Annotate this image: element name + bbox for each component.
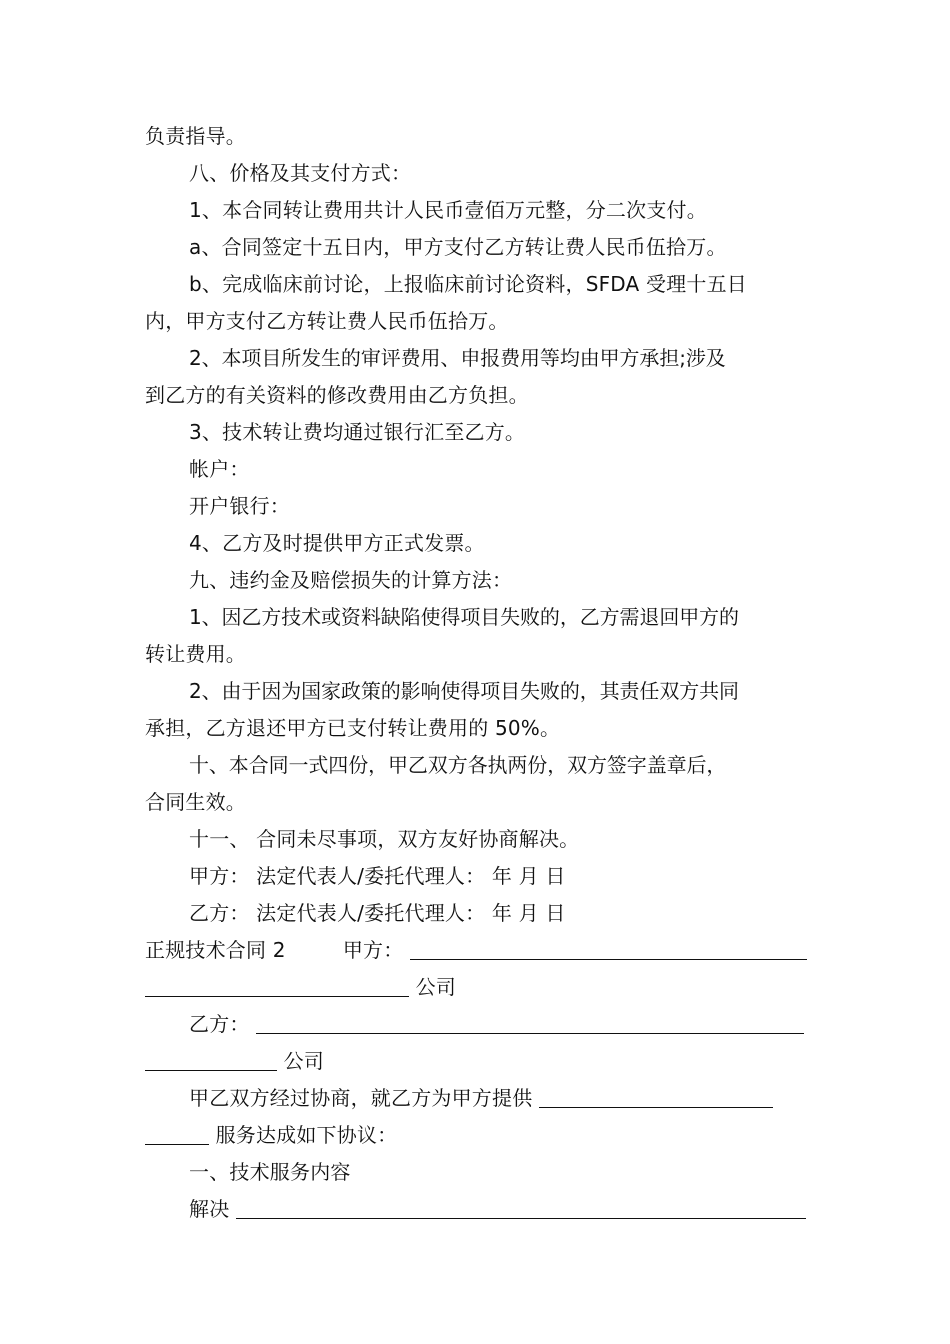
- resolve-blank: [236, 1191, 806, 1219]
- text-line: b、完成临床前讨论，上报临床前讨论资料，SFDA 受理十五日: [189, 272, 747, 296]
- document-page: [145, 118, 807, 1228]
- text-line: 帐户：: [189, 457, 250, 481]
- text-line: 承担，乙方退还甲方已支付转让费用的 50%。: [145, 716, 561, 740]
- service-blank-cont: [145, 1117, 209, 1145]
- text-line: 1、因乙方技术或资料缺陷使得项目失败的，乙方需退回甲方的: [189, 605, 739, 629]
- text-line: 转让费用。: [145, 642, 246, 666]
- party-b-blank: [256, 1006, 804, 1034]
- resolve-label: 解决: [189, 1197, 230, 1221]
- text-line: 十一、 合同未尽事项，双方友好协商解决。: [189, 827, 580, 851]
- party-b-company-line: [145, 1043, 807, 1080]
- text-line: 内，甲方支付乙方转让费人民币伍拾万。: [145, 309, 509, 333]
- text-line: 3、技术转让费均通过银行汇至乙方。: [189, 420, 526, 444]
- service-blank: [539, 1080, 773, 1108]
- contract-2-header: [145, 932, 807, 969]
- text-line: 十、本合同一式四份，甲乙双方各执两份，双方签字盖章后，: [189, 753, 727, 777]
- contract-2-title: 正规技术合同 2: [145, 938, 286, 962]
- party-a-company-line: [145, 969, 807, 1006]
- text-line: 2、由于因为国家政策的影响使得项目失败的，其责任双方共同: [189, 679, 739, 703]
- section-heading-service: 一、技术服务内容: [189, 1160, 351, 1184]
- section-heading-price: 八、价格及其支付方式：: [189, 161, 412, 185]
- agreement-text: 服务达成如下协议：: [215, 1123, 398, 1147]
- signature-line-party-b: 乙方： 法定代表人/委托代理人： 年 月 日: [189, 901, 566, 925]
- party-a-label: 甲方：: [342, 938, 404, 962]
- party-a-blank-cont: [145, 969, 409, 997]
- company-suffix: 公司: [283, 1049, 324, 1073]
- section-heading-penalty: 九、违约金及赔偿损失的计算方法：: [189, 568, 513, 592]
- text-line: 合同生效。: [145, 790, 246, 814]
- resolve-line: [145, 1191, 807, 1228]
- party-b-blank-cont: [145, 1043, 277, 1071]
- text-line: 到乙方的有关资料的修改费用由乙方负担。: [145, 383, 529, 407]
- text-line: 2、本项目所发生的审评费用、申报费用等均由甲方承担;涉及: [189, 346, 726, 370]
- party-b-label: 乙方：: [189, 1012, 250, 1036]
- text-line: 1、本合同转让费用共计人民币壹佰万元整，分二次支付。: [189, 198, 707, 222]
- agreement-line: [145, 1117, 807, 1154]
- text-line: 4、乙方及时提供甲方正式发票。: [189, 531, 485, 555]
- company-suffix: 公司: [415, 975, 456, 999]
- party-b-line: [145, 1006, 807, 1043]
- text-line: 负责指导。: [145, 124, 246, 148]
- text-line: a、合同签定十五日内，甲方支付乙方转让费人民币伍拾万。: [189, 235, 727, 259]
- negotiation-text: 甲乙双方经过协商，就乙方为甲方提供: [189, 1086, 533, 1110]
- signature-line-party-a: 甲方： 法定代表人/委托代理人： 年 月 日: [189, 864, 566, 888]
- party-a-blank: [410, 932, 807, 960]
- text-line: 开户银行：: [189, 494, 290, 518]
- negotiation-line: [145, 1080, 807, 1117]
